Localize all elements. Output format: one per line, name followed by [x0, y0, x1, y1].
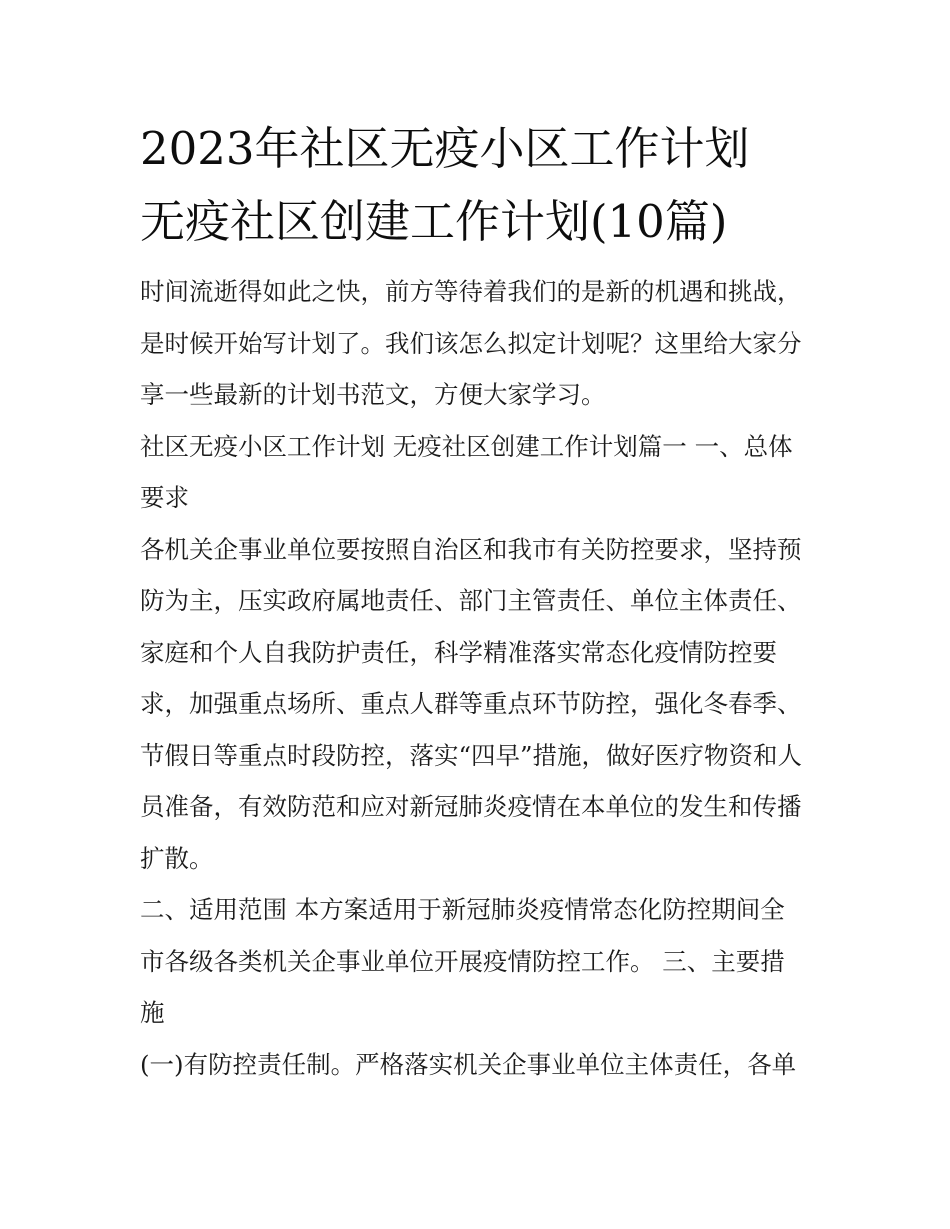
paragraph-intro: [140, 266, 820, 421]
paragraph-requirements: [140, 524, 820, 885]
text-line: 施: [140, 998, 165, 1027]
text-line: (一)有防控责任制。严格落实机关企事业单位主体责任，各单: [140, 1049, 797, 1079]
paragraph-scope: [140, 884, 820, 1039]
paragraph-section-heading: [140, 421, 820, 524]
text-line: 各机关企事业单位要按照自治区和我市有关防控要求，坚持预: [140, 534, 802, 564]
text-line: 要求: [140, 483, 189, 512]
document-title: [140, 112, 820, 258]
document-content: [140, 112, 820, 1090]
text-line: 享一些最新的计划书范文，方便大家学习。: [140, 380, 606, 409]
paragraph-measures: [140, 1039, 820, 1091]
text-line: 扩散。: [140, 843, 214, 873]
text-line: 家庭和个人自我防护责任，科学精准落实常态化疫情防控要: [140, 637, 777, 667]
text-line: 员准备，有效防范和应对新冠肺炎疫情在本单位的发生和传播: [140, 792, 802, 821]
text-line: 求，加强重点场所、重点人群等重点环节防控，强化冬春季、: [140, 689, 802, 718]
title-line-1: 2023年社区无疫小区工作计划: [140, 122, 750, 175]
title-line-2: 无疫社区创建工作计划(10篇): [140, 195, 728, 248]
text-line: 时间流逝得如此之快，前方等待着我们的是新的机遇和挑战，: [140, 277, 802, 306]
text-line: 二、适用范围 本方案适用于新冠肺炎疫情常态化防控期间全: [140, 895, 785, 924]
text-line: 节假日等重点时段防控，落实“四早”措施，做好医疗物资和人: [140, 740, 803, 770]
text-line: 市各级各类机关企事业单位开展疫情防控工作。 三、主要措: [140, 946, 785, 976]
text-line: 社区无疫小区工作计划 无疫社区创建工作计划篇一 一、总体: [140, 431, 793, 461]
text-line: 是时候开始写计划了。我们该怎么拟定计划呢？这里给大家分: [140, 328, 802, 358]
text-line: 防为主，压实政府属地责任、部门主管责任、单位主体责任、: [140, 586, 802, 615]
